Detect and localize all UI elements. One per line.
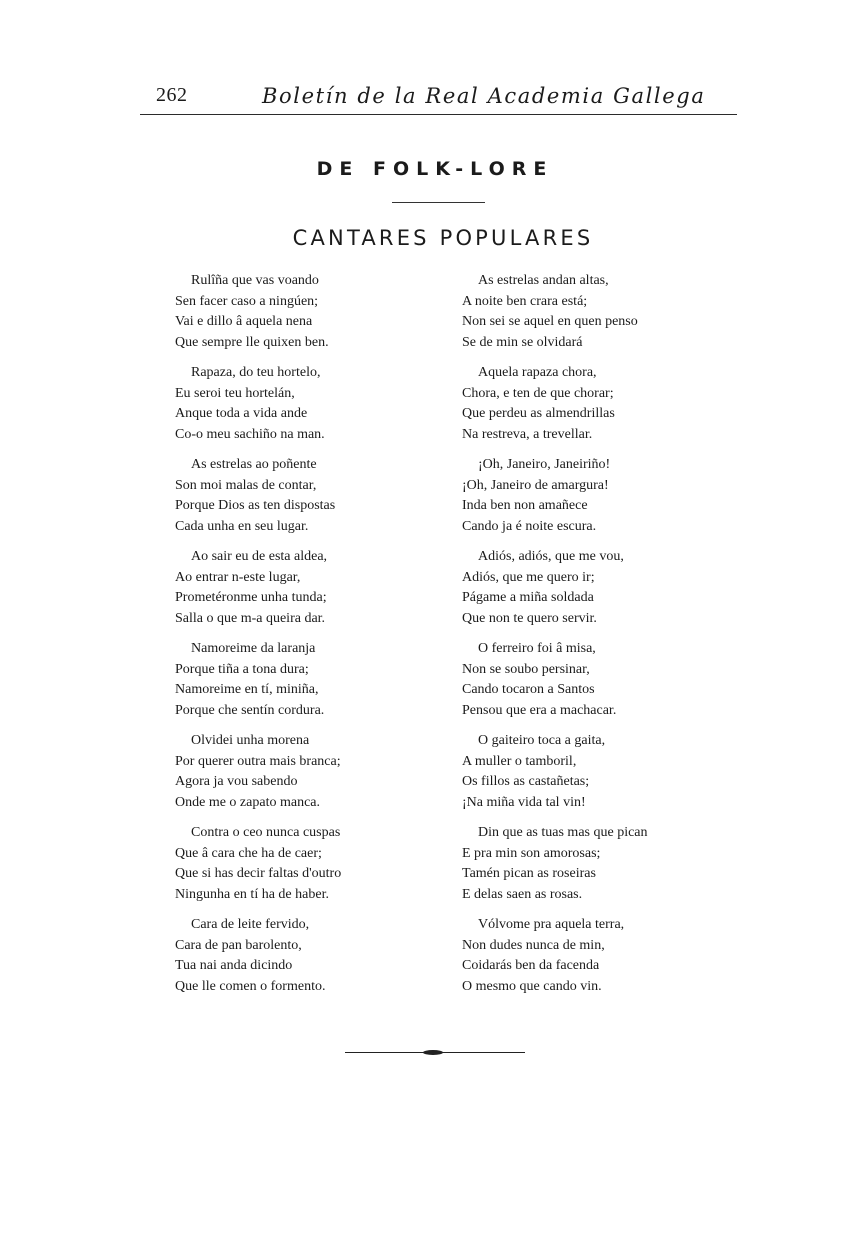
end-ornament [345,1050,525,1056]
verse-line: O gaiteiro toca a gaita, [478,733,606,748]
verse-line: Aquela rapaza chora, [478,365,597,380]
verse-line: As estrelas ao poñente [191,457,317,472]
verse-line: Sen facer caso a ningúen; [175,293,319,309]
verse-line: Cada unha en seu lugar. [175,518,309,534]
stanza [175,547,445,639]
verse-line: Anque toda a vida ande [175,406,308,421]
section-title: DE FOLK-LORE [316,158,554,180]
verse-line: Eu seroi teu hortelán, [175,385,295,401]
verse-line: Rapaza, do teu hortelo, [191,365,321,380]
verse-line: Se de min se olvidará [462,334,583,350]
verse-line: Tamén pican as roseiras [462,866,596,881]
verse-line: E pra min son amorosas; [462,845,601,861]
verse-line: Non se soubo persinar, [462,661,590,677]
stanza [175,639,445,731]
verse-line: Namoreime da laranja [191,641,316,656]
verse-line: Na restreva, a trevellar. [462,426,593,442]
stanza [175,731,445,823]
verse-line: Non sei se aquel en quen penso [462,314,638,329]
verse-line: Pensou que era a machacar. [462,702,617,718]
stanza [462,271,732,363]
verse-line: Onde me o zapato manca. [175,794,320,810]
verse-line: Son moi malas de contar, [175,477,317,493]
verse-line: Co-o meu sachiño na man. [175,426,325,442]
verse-line: Cara de leite fervido, [191,917,310,932]
verse-line: ¡Oh, Janeiro de amargura! [462,477,609,493]
verse-line: O mesmo que cando vin. [462,978,602,994]
verse-line: Agora ja vou sabendo [175,774,298,789]
verse-line: Tua nai anda dicindo [175,958,293,973]
stanza [175,915,445,1007]
verse-line: Inda ben non amañece [462,498,588,513]
verse-line: Cando ja é noite escura. [462,518,597,534]
verse-line: Que â cara che ha de caer; [175,845,322,861]
verse-line: Porque tiña a tona dura; [175,661,309,677]
verse-line: Coidarás ben da facenda [462,958,600,973]
verse-line: Adiós, que me quero ir; [462,569,595,585]
verse-line: Contra o ceo nunca cuspas [191,825,341,840]
verse-line: Que si has decir faltas d'outro [175,866,342,881]
verse-line: Que lle comen o formento. [175,978,326,994]
verse-line: Ningunha en tí ha de haber. [175,886,329,902]
running-head: Boletín de la Real Academia Gallega [262,84,706,108]
stanza [462,639,732,731]
stanza [175,363,445,455]
stanza [462,547,732,639]
verse-line: Cando tocaron a Santos [462,682,595,697]
verse-line: Ao sair eu de esta aldea, [191,549,328,564]
end-ornament-center [423,1050,443,1055]
stanza [175,823,445,915]
stanza [175,455,445,547]
header-rule [140,114,737,115]
verse-line: Que perdeu as almendrillas [462,406,615,421]
verse-line: Cara de pan barolento, [175,937,302,953]
verse-line: Porque che sentín cordura. [175,702,325,718]
stanza [462,455,732,547]
verse-line: Adiós, adiós, que me vou, [478,549,624,564]
main-title: CANTARES POPULARES [292,226,594,250]
verse-line: Chora, e ten de que chorar; [462,385,614,401]
verse-line: Salla o que m-a queira dar. [175,610,326,626]
stanza [462,823,732,915]
verse-line: Os fillos as castañetas; [462,774,590,789]
verse-line: Olvidei unha morena [191,733,310,748]
verse-line: ¡Na miña vida tal vin! [462,794,586,810]
verse-line: Págame a miña soldada [462,590,594,605]
verse-line: Ao entrar n-este lugar, [175,569,301,585]
verse-line: Que non te quero servir. [462,610,597,626]
verse-line: O ferreiro foi â misa, [478,641,596,656]
verse-line: Din que as tuas mas que pican [478,825,648,840]
verse-line: Vai e dillo â aquela nena [175,314,313,329]
page-number: 262 [156,84,188,106]
left-column [175,271,445,1007]
verse-line: A muller o tamboril, [462,753,577,769]
verse-line: Vólvome pra aquela terra, [478,917,625,932]
verse-line: Rulîña que vas voando [191,273,319,288]
verse-line: Prometéronme unha tunda; [175,590,327,605]
stanza [462,363,732,455]
verse-line: E delas saen as rosas. [462,886,583,902]
verse-line: Porque Dios as ten dispostas [175,498,336,513]
verse-line: Por querer outra mais branca; [175,753,341,769]
stanza [462,731,732,823]
verse-line: Non dudes nunca de min, [462,937,605,953]
title-rule [392,202,485,203]
verse-line: A noite ben crara está; [462,293,588,309]
right-column [462,271,732,1007]
verse-line: As estrelas andan altas, [478,273,609,288]
stanza [175,271,445,363]
stanza [462,915,732,1007]
verse-line: Que sempre lle quixen ben. [175,334,329,350]
verse-line: ¡Oh, Janeiro, Janeiriño! [478,457,611,472]
verse-line: Namoreime en tí, miniña, [175,682,319,697]
